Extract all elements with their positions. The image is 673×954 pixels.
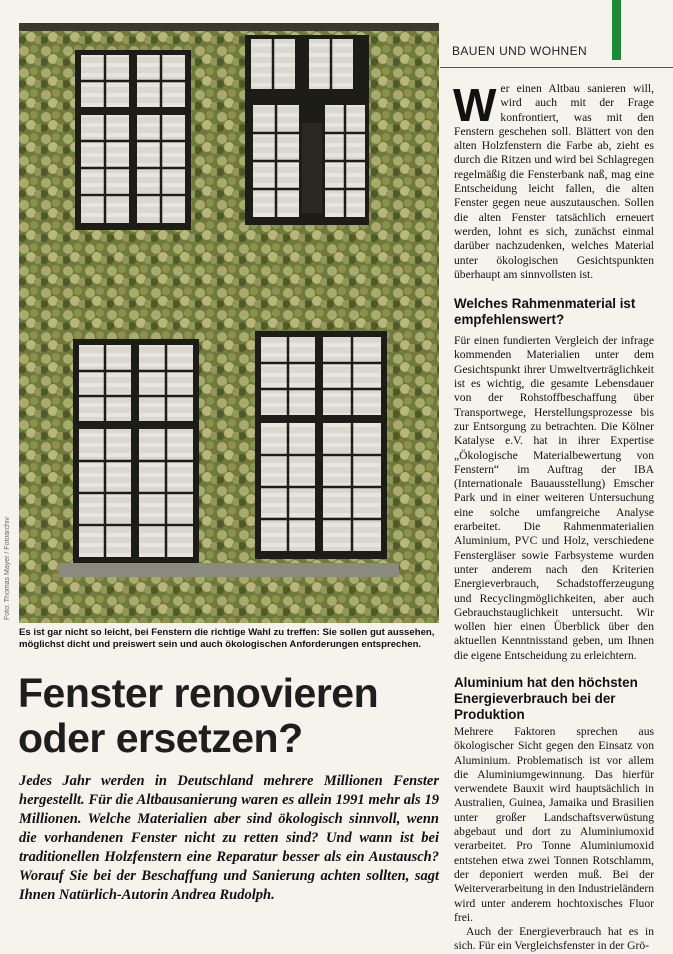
photo-credit: Foto: Thomas Mayer / Fotoarchiv [4,517,11,620]
upper-left-window [75,50,191,230]
paragraph-2: Für einen fundierten Vergleich der infrage kommenden Materialien unter dem Gesichtspunkt ihrer Umweltverträglichkeit ist es wichtig, die gesamte Lebensdauer von der Rohstoffbeschaffung über Transportwege, Herstellungsprozesse bis zur Entsorgung zu betrachten. Die Kölner Katalyse e.V. hat in ihrer Expertise „Ökologische Materialbewertung von Fenstern“ im Auftrag der IBA (Internationale Bauausstellung) Emscher Park und in einer weiteren Untersuchung eine solche umfangreiche Analyse erarbeitet. Die Rahmenmaterialien Aluminium, PVC und Holz, verschiedene Fenstergläser sowie Farbsysteme wurden unter anderem nach den Kriterien Energieverbrauch, Schadstofferzeugung und Recyclingmöglichkeiten, aber auch Gebrauchstauglichkeit untersucht. Wir wollen hier einen Überblick über den aktuellen Kenntnisstand geben, um Ihnen die eigene Entscheidung zu erleichtern. [454,334,654,662]
paragraph-1 [453,79,654,282]
upper-right-window [245,35,369,225]
ivy-facade-photo [19,23,439,623]
lower-left-window [73,339,199,565]
dropcap-letter: W [453,79,497,131]
rubric-divider [440,67,673,68]
subheading-rahmenmaterial: Welches Rahmenmaterial ist empfehlenswert? [454,296,636,328]
paragraph-3: Mehrere Faktoren sprechen aus ökologischer Sicht gegen den Einsatz von Aluminium. Problematisch ist vor allem die Aluminiumgewinnung. Das hierfür verwendete Bauxit wird hauptsächlich in Australien, Guinea, Jamaika und Brasilien unter großer Landschaftsverwüstung abgebaut und dort zu Aluminiumoxid verarbeitet. Pro Tonne Aluminiumoxid entstehen etwa zwei Tonnen Rotschlamm, der deponiert werden muß. Bei der Weiterverarbeitung in den Industrieländern wird unter anderem hochtoxisches Fluor frei. [454,724,654,924]
paragraph-1-text: er einen Altbau sanieren will, wird auch mit der Frage konfrontiert, was mit den Fenstern geschehen soll. Blättert von den alten Holzfenstern die Farbe ab, zieht es durch die Ritzen und wird bei Schlagregen regelmäßig die Fensterbank naß, mag eine Entscheidung leicht fallen, die alten Fenster gegen neue auszutauschen. Sollen die alten Fenster tatsächlich erneuert werden, lohnt es sich, zunächst einmal darüber nachzudenken, welches Material unter ökologischen Gesichtspunkten überhaupt am sinnvollsten ist. [454,82,654,281]
paragraph-4: Auch der Energieverbrauch hat es in sich. Für ein Vergleichsfenster in der Grö- [454,925,654,953]
section-rubric: BAUEN UND WOHNEN [452,44,588,58]
article-headline: Fenster renovieren oder ersetzen? [18,670,379,761]
photo-caption: Es ist gar nicht so leicht, bei Fenstern die richtige Wahl zu treffen: Sie sollen gut aussehen, möglichst dicht und preiswert sein und auch ökologischen Anforderungen entsprechen. [19,627,435,650]
rubric-accent-bar [612,0,621,60]
article-intro: Jedes Jahr werden in Deutschland mehrere Millionen Fenster hergestellt. Für die Altbausanierung waren es allein 1991 mehr als 19 Millionen. Welche Materialien aber sind ökologisch sinnvoll, wenn die vorhandenen Fenster nicht zu retten sind? Und wann ist bei traditionellen Holzfenstern eine Reparatur besser als ein Austausch? Worauf Sie bei der Beschaffung und Sanierung achten sollten, sagt Ihnen Natürlich-Autorin Andrea Rudolph. [19,773,439,903]
body-column [453,79,654,954]
lower-right-window [255,331,387,559]
subheading-aluminium: Aluminium hat den höchsten Energieverbrauch bei der Produktion [454,674,638,722]
